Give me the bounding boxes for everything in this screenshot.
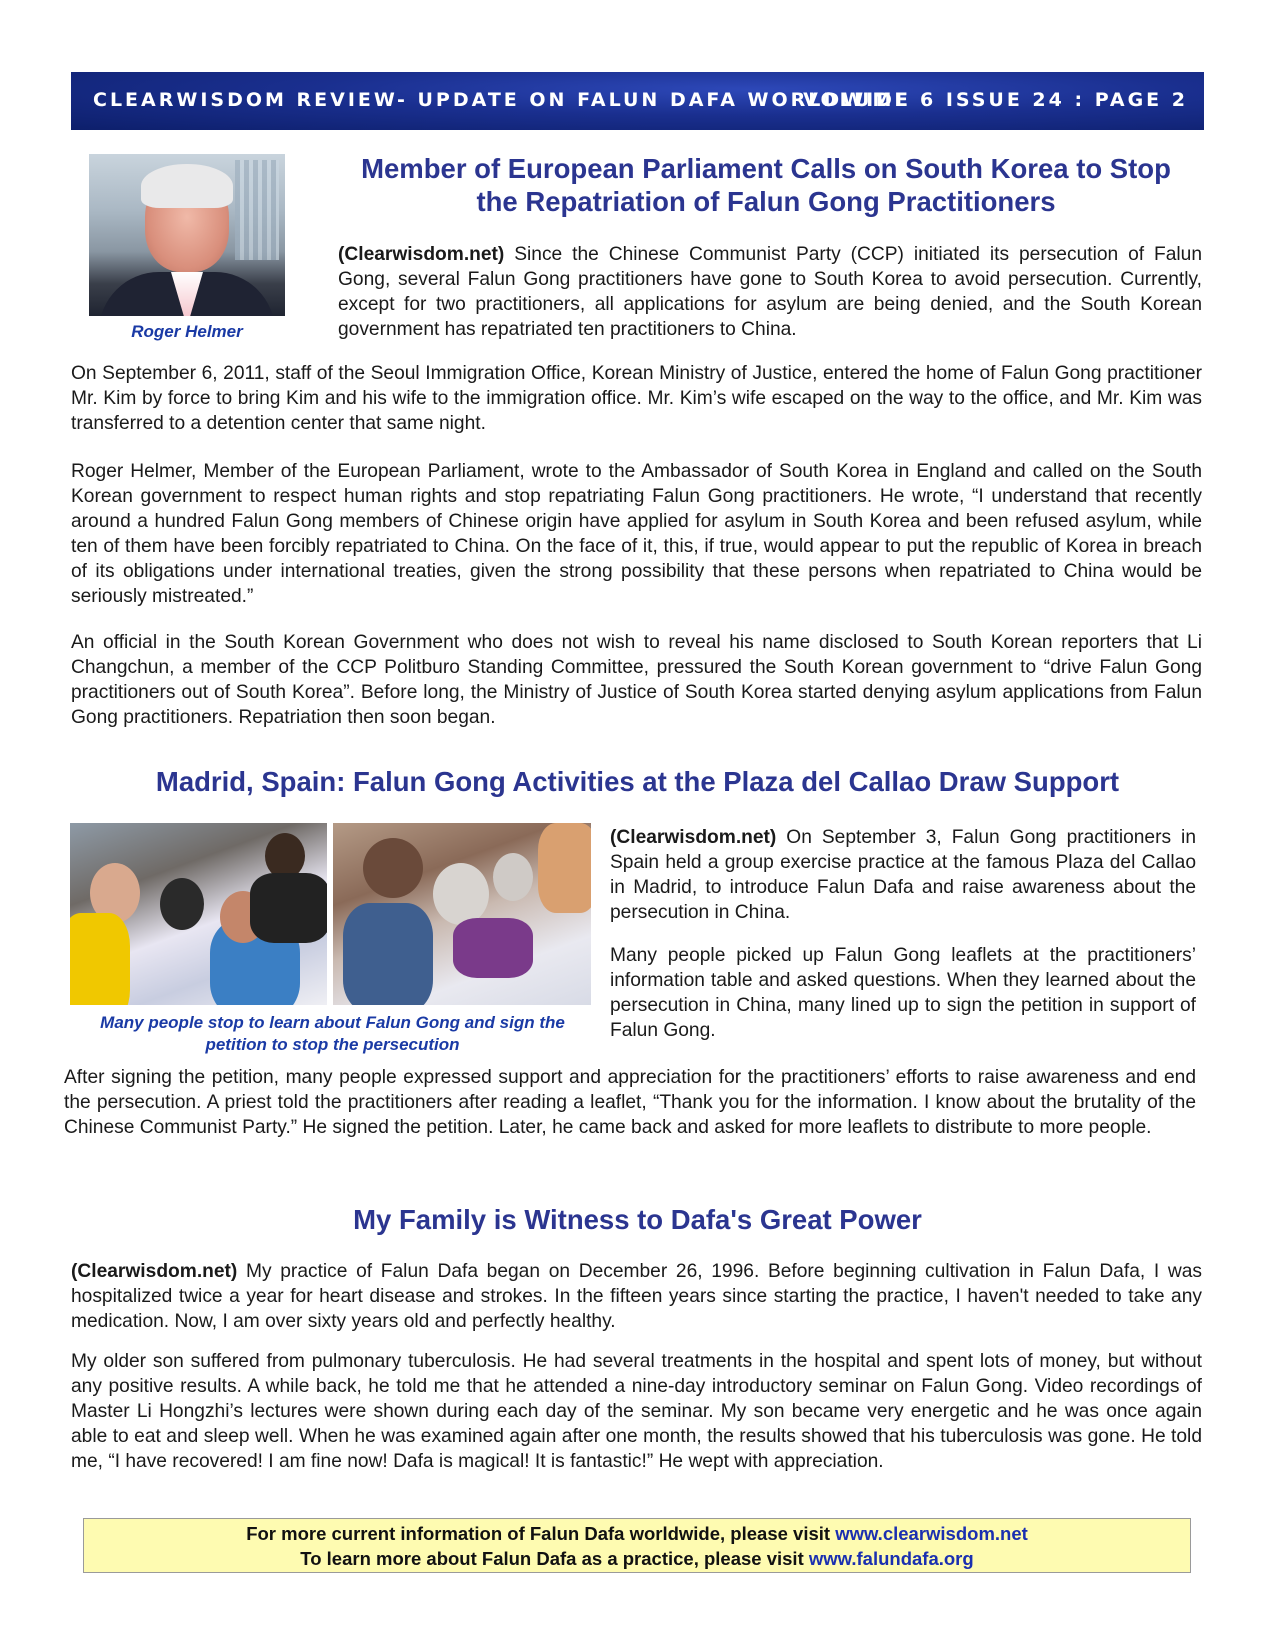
madrid-caption-line2: petition to stop the persecution xyxy=(205,1035,460,1054)
article1-source: (Clearwisdom.net) xyxy=(338,244,505,265)
article3-paragraph-2: My older son suffered from pulmonary tuberculosis. He had several treatments in the hospital and spent lots of money, but without any positive results. A while back, he told me that he attended a nine-day introductory seminar on Falun Gong. Video recordings of Master Li Hongzhi’s lectures were shown during each day of the seminar. My son became very energetic and he was once again able to eat and sleep well. When he was examined again after one month, the results showed that his tuberculosis was gone. He told me, “I have recovered! I am fine now! Dafa is magical! It is fantastic!” He wept with appreciation. xyxy=(71,1351,1202,1472)
article1-title-line1: Member of European Parliament Calls on South Korea to Stop xyxy=(361,153,1171,184)
article2-title: Madrid, Spain: Falun Gong Activities at the Plaza del Callao Draw Support xyxy=(155,766,1120,797)
article2-lead-text: On September 3, Falun Gong practitioners in Spain held a group exercise practice at the famous Plaza del Callao in Madrid, to introduce Falun Dafa and raise awareness about the persecution in China. xyxy=(610,827,1196,923)
issue-page-label: VOLUME 6 ISSUE 24 : PAGE 2 xyxy=(803,89,1188,111)
footer-line-2-text: To learn more about Falun Dafa as a practice, please visit xyxy=(300,1548,809,1569)
footer-line-1 xyxy=(84,1521,1190,1546)
article1-title xyxy=(320,152,1212,218)
newsletter-header xyxy=(71,72,1204,130)
article3-lead-paragraph xyxy=(71,1259,1202,1334)
madrid-caption-line1: Many people stop to learn about Falun Gong and sign the xyxy=(100,1013,565,1032)
article2-paragraph-3: After signing the petition, many people expressed support and appreciation for the practitioners’ efforts to raise awareness and end the persecution. A priest told the practitioners after reading a leaflet, “Thank you for the information. I know about the brutality of the Chinese Communist Party.” He signed the petition. Later, he came back and asked for more leaflets to distribute to more people. xyxy=(64,1067,1196,1138)
article1-paragraph-2: On September 6, 2011, staff of the Seoul Immigration Office, Korean Ministry of Justice, entered the home of Falun Gong practitioner Mr. Kim by force to bring Kim and his wife to the immigration office. Mr. Kim’s wife escaped on the way to the office, and Mr. Kim was transferred to a detention center that same night. xyxy=(71,363,1202,434)
footer-info-box xyxy=(83,1518,1191,1573)
madrid-photo-right xyxy=(333,823,591,1005)
article1-lead-text: Since the Chinese Communist Party (CCP) initiated its persecution of Falun Gong, several Falun Gong practitioners have gone to South Korea to avoid persecution. Currently, except for two practitioners, all applications for asylum are being denied, and the South Korean government has repatriated ten practitioners to China. xyxy=(338,244,1202,340)
article3-source: (Clearwisdom.net) xyxy=(71,1261,238,1282)
roger-helmer-caption: Roger Helmer xyxy=(131,322,243,341)
article3-title: My Family is Witness to Dafa's Great Power xyxy=(353,1204,922,1235)
roger-helmer-photo xyxy=(89,154,285,316)
article2-paragraph-2: Many people picked up Falun Gong leaflets at the practitioners’ information table and asked questions. When they learned about the persecution in China, many lined up to sign the petition in support of Falun Gong. xyxy=(610,945,1196,1041)
article1-paragraph-3: Roger Helmer, Member of the European Parliament, wrote to the Ambassador of South Korea in England and called on the South Korean government to respect human rights and stop repatriating Falun Gong practitioners. He wrote, “I understand that recently around a hundred Falun Gong members of Chinese origin have applied for asylum in South Korea and been refused asylum, while ten of them have been forcibly repatriated to China. On the face of it, this, if true, would appear to put the republic of Korea in breach of its obligations under international treaties, given the strong possibility that these persons when repatriated to China would be seriously mistreated.” xyxy=(71,461,1202,607)
article1-lead-paragraph xyxy=(338,242,1202,342)
article2-source: (Clearwisdom.net) xyxy=(610,827,777,848)
madrid-photo-caption xyxy=(70,1012,595,1056)
footer-line-1-text: For more current information of Falun Dafa worldwide, please visit xyxy=(246,1523,836,1544)
article2-lead-paragraph xyxy=(610,825,1196,925)
madrid-photo-left xyxy=(70,823,327,1005)
article1-paragraph-4: An official in the South Korean Government who does not wish to reveal his name disclosed to South Korean reporters that Li Changchun, a member of the CCP Politburo Standing Committee, pressured the South Korean government to “drive Falun Gong practitioners out of South Korea”. Before long, the Ministry of Justice of South Korea started denying asylum applications from Falun Gong practitioners. Repatriation then soon began. xyxy=(71,632,1202,728)
footer-line-2 xyxy=(84,1546,1190,1571)
clearwisdom-link[interactable]: www.clearwisdom.net xyxy=(835,1523,1028,1544)
newsletter-title: CLEARWISDOM REVIEW- UPDATE ON FALUN DAFA WORLDWIDE xyxy=(93,89,911,111)
falundafa-link[interactable]: www.falundafa.org xyxy=(808,1548,974,1569)
article3-lead-text: My practice of Falun Dafa began on December 26, 1996. Before beginning cultivation in Falun Dafa, I was hospitalized twice a year for heart disease and strokes. In the fifteen years since starting the practice, I haven't needed to take any medication. Now, I am over sixty years old and perfectly healthy. xyxy=(71,1261,1202,1332)
article1-title-line2: the Repatriation of Falun Gong Practitioners xyxy=(476,186,1056,217)
